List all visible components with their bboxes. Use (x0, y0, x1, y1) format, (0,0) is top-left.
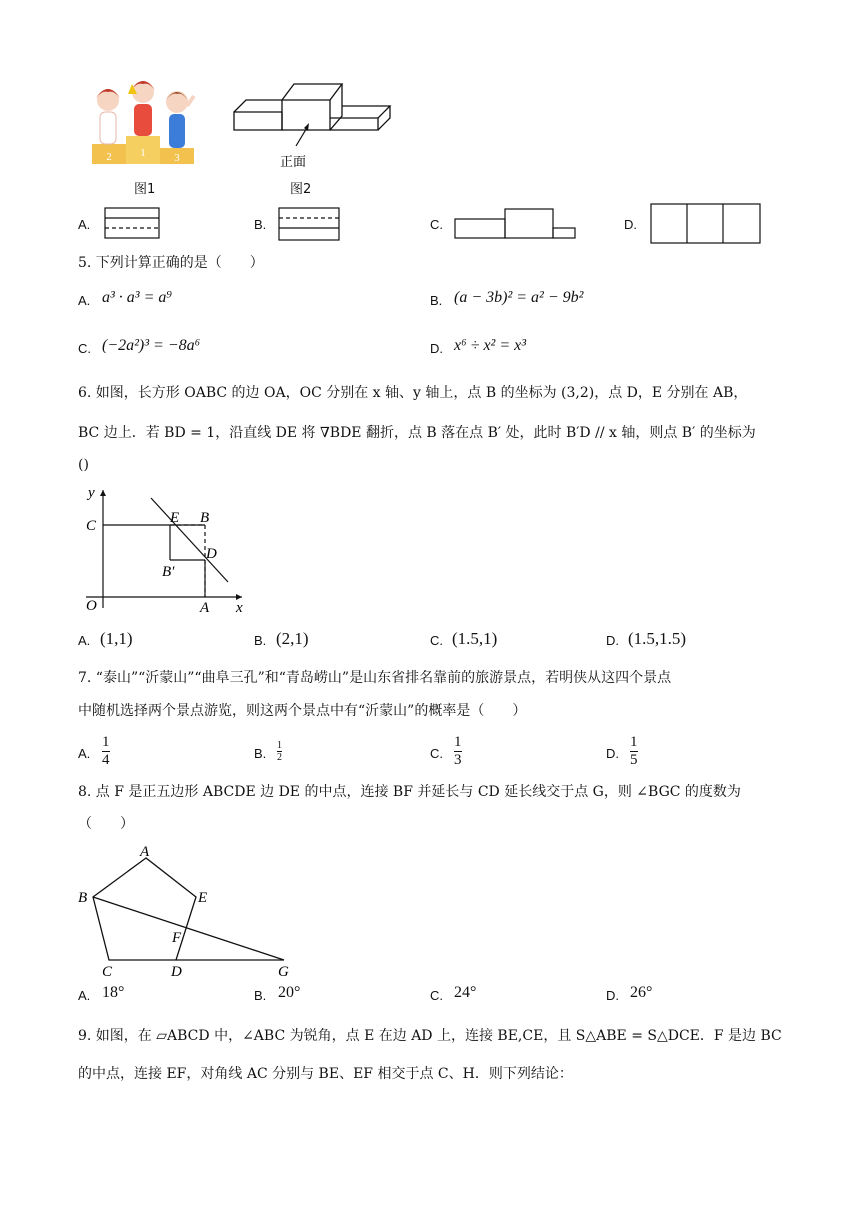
figure-2-blocks (230, 78, 394, 174)
q4-option-b-figure (278, 207, 340, 245)
q8-figure (76, 840, 302, 980)
front-label: 正面 (280, 154, 307, 169)
q7-option-d-label[interactable]: D. (606, 746, 619, 761)
q5-option-d-expr: x⁶ ÷ x² = x³ (454, 337, 527, 354)
q6-stem-line2: BC 边上．若 BD = 1，沿直线 DE 将 ∇BDE 翻折，点 B 落在点 B′ 处，此时 B′D // x 轴，则点 B′ 的坐标为 (78, 425, 756, 441)
q8-label-d: D (171, 964, 182, 980)
q6-option-b-value: (2,1) (276, 629, 309, 648)
q6-option-d-value: (1.5,1.5) (628, 629, 687, 648)
q4-option-a-figure (104, 207, 160, 243)
q7-option-a-fraction (102, 734, 110, 769)
q5-option-a-label[interactable]: A. (78, 293, 91, 308)
podium-number-1: 1 (140, 147, 146, 159)
q7-option-c-num: 1 (454, 734, 462, 750)
q7-option-a-den: 4 (102, 752, 110, 768)
q6-label-d: D (206, 546, 217, 562)
q6-option-d-label[interactable]: D. (606, 633, 619, 648)
q4-option-b-label[interactable]: B. (254, 217, 267, 232)
q4-option-a-label[interactable]: A. (78, 217, 91, 232)
q8-label-c: C (102, 964, 113, 980)
q8-label-a: A (140, 844, 150, 860)
q7-option-a-num: 1 (102, 734, 110, 750)
q5-option-b-expr: (a − 3b)² = a² − 9b² (454, 289, 584, 306)
q5-option-b-label[interactable]: B. (430, 293, 443, 308)
q8-option-a-label[interactable]: A. (78, 988, 91, 1003)
q7-option-b-num: 1 (277, 740, 282, 751)
q6-option-c-label[interactable]: C. (430, 633, 443, 648)
q7-option-c-label[interactable]: C. (430, 746, 443, 761)
q6-label-a: A (200, 600, 210, 616)
q8-label-b: B (78, 890, 88, 906)
q9-stem-line1: 9. 如图，在 ▱ABCD 中，∠ABC 为锐角，点 E 在边 AD 上，连接 BE,CE，且 S△ABE = S△DCE．F 是边 BC (78, 1028, 782, 1044)
q9-stem-line2: 的中点，连接 EF，对角线 AC 分别与 BE、EF 相交于点 C、H．则下列结论： (78, 1066, 573, 1082)
q7-stem-line1: 7. “泰山”“沂蒙山”“曲阜三孔”和“青岛崂山”是山东省排名靠前的旅游景点，若明侠从这四个景点 (78, 670, 672, 686)
q8-label-f: F (172, 930, 182, 946)
q8-label-e: E (198, 890, 208, 906)
q8-stem-line1: 8. 点 F 是正五边形 ABCDE 边 DE 的中点，连接 BF 并延长与 CD 延长线交于点 G，则 ∠BGC 的度数为 (78, 784, 741, 800)
q6-stem-line1: 6. 如图，长方形 OABC 的边 OA，OC 分别在 x 轴、y 轴上，点 B 的坐标为 (3,2)，点 D，E 分别在 AB， (78, 385, 748, 401)
q6-label-b: B (200, 510, 210, 526)
q4-option-c-label[interactable]: C. (430, 217, 443, 232)
q7-option-a-label[interactable]: A. (78, 746, 91, 761)
q7-option-b-label[interactable]: B. (254, 746, 267, 761)
q6-label-bprime: B′ (162, 564, 175, 580)
q8-option-b-label[interactable]: B. (254, 988, 267, 1003)
q5-option-a-expr: a³ · a³ = a⁹ (102, 289, 172, 306)
podium-number-3: 3 (174, 152, 180, 164)
q8-option-c-label[interactable]: C. (430, 988, 443, 1003)
q6-option-a-label[interactable]: A. (78, 633, 91, 648)
q7-option-d-den: 5 (630, 752, 638, 768)
q7-stem-line2: 中随机选择两个景点游览，则这两个景点中有“沂蒙山”的概率是（ ） (78, 703, 527, 719)
q5-option-d-label[interactable]: D. (430, 341, 443, 356)
q5-option-c-expr: (−2a²)³ = −8a⁶ (102, 337, 201, 354)
q6-label-o: O (86, 598, 97, 614)
q8-label-g: G (278, 964, 289, 980)
figure-1-caption: 图1 (134, 182, 156, 197)
q8-option-d-label[interactable]: D. (606, 988, 619, 1003)
q6-label-e: E (170, 510, 180, 526)
q4-option-d-label[interactable]: D. (624, 217, 637, 232)
q6-label-x: x (236, 600, 243, 616)
q7-option-b-fraction (277, 740, 282, 763)
q6-option-b-label[interactable]: B. (254, 633, 267, 648)
q5-option-c-label[interactable]: C. (78, 341, 91, 356)
q7-option-d-fraction (630, 734, 638, 769)
q5-stem: 5. 下列计算正确的是（ ） (78, 255, 264, 271)
q7-option-c-den: 3 (454, 752, 462, 768)
figure-2-caption: 图2 (290, 182, 312, 197)
figure-1-podium (88, 72, 200, 168)
q8-option-d-value: 26° (630, 984, 653, 1001)
q7-option-d-num: 1 (630, 734, 638, 750)
q7-option-b-den: 2 (277, 752, 282, 763)
q4-option-c-figure (454, 208, 578, 244)
q6-label-c: C (86, 518, 97, 534)
q6-option-c-value: (1.5,1) (452, 629, 498, 648)
q8-option-b-value: 20° (278, 984, 301, 1001)
q8-option-a-value: 18° (102, 984, 125, 1001)
podium-number-2: 2 (106, 151, 112, 163)
q7-option-c-fraction (454, 734, 462, 769)
q6-option-a-value: (1,1) (100, 629, 133, 648)
q8-option-c-value: 24° (454, 984, 477, 1001)
q6-stem-line3: () (78, 457, 89, 473)
q6-figure (76, 480, 256, 616)
q8-stem-line2: （ ） (78, 816, 134, 832)
q6-label-y: y (88, 485, 95, 501)
q4-option-d-figure (650, 203, 762, 249)
